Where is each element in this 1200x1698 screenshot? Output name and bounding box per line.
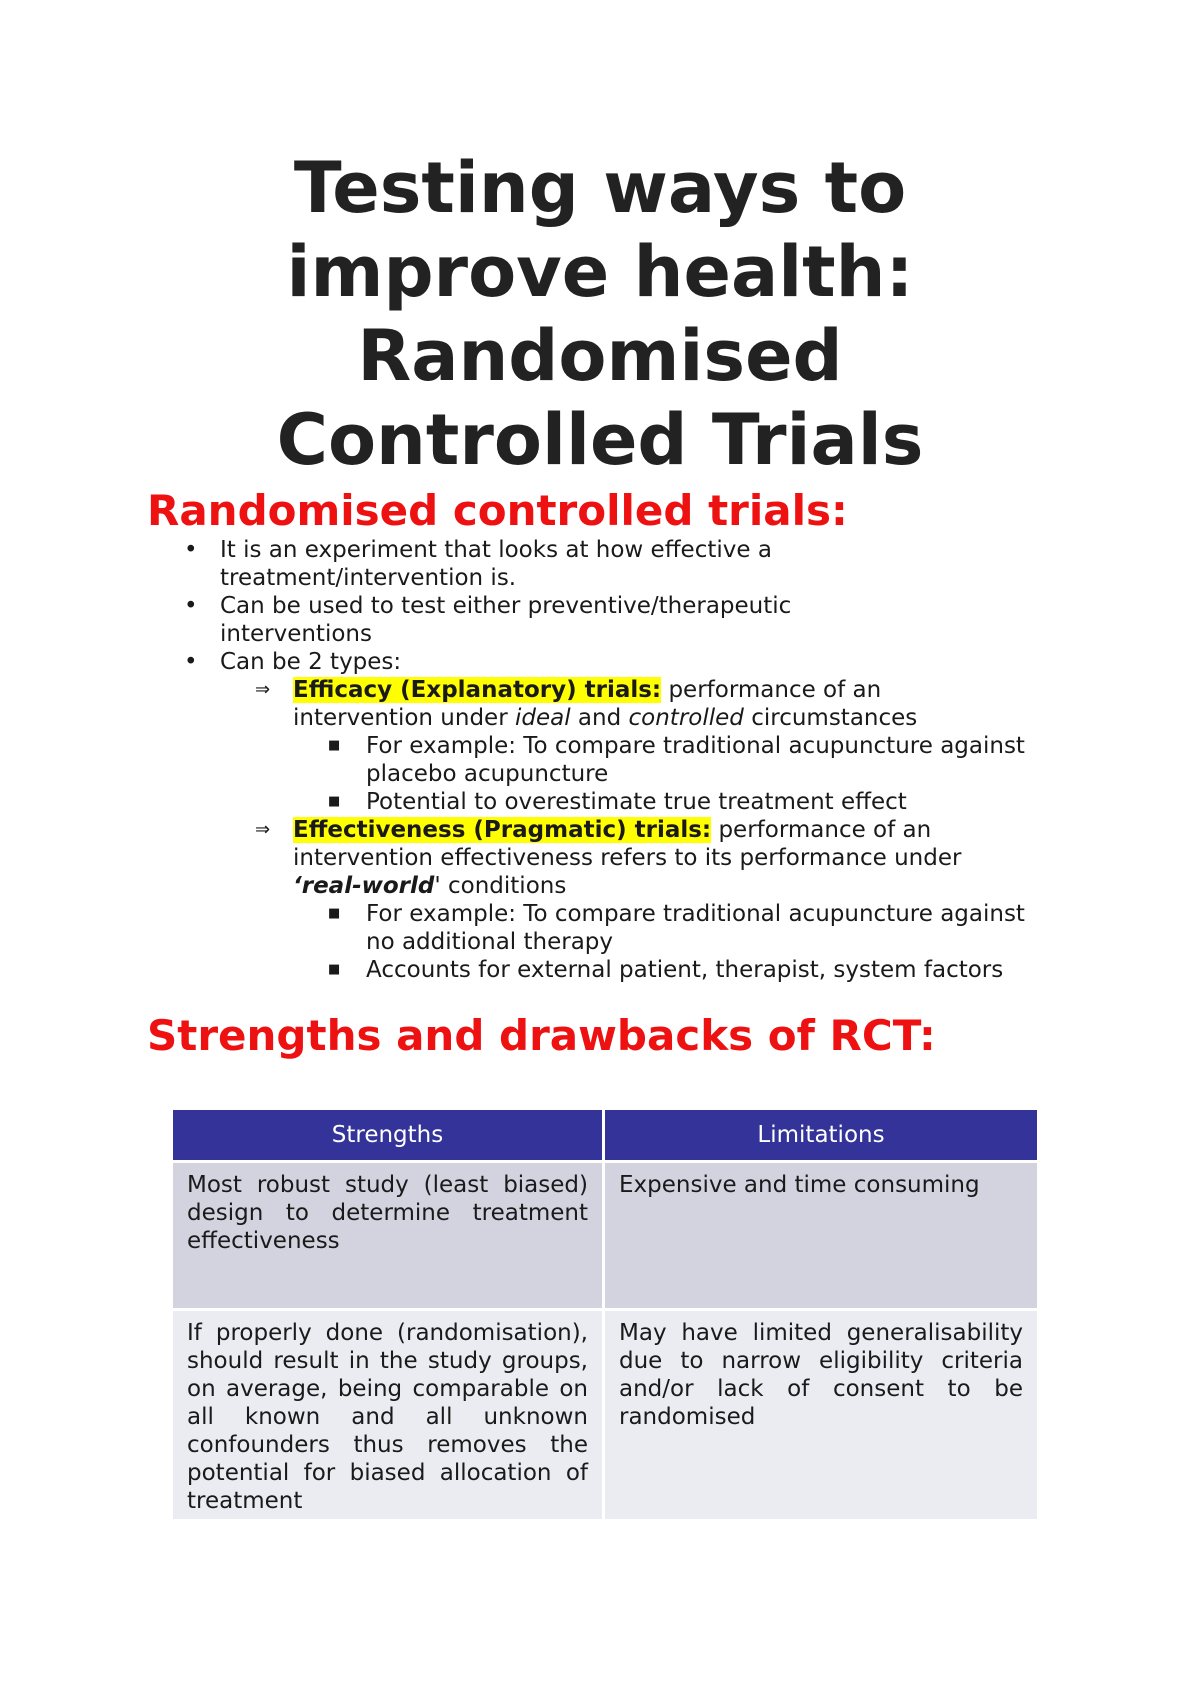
trial-type-text: ' conditions [434, 873, 567, 899]
section-heading-rct: Randomised controlled trials: [147, 486, 848, 535]
sub-point-text: Potential to overestimate true treatment effect [366, 789, 907, 815]
trial-type-text: and [570, 705, 629, 731]
table-cell [173, 1308, 605, 1519]
trial-type-label: Efficacy (Explanatory) trials: [293, 677, 662, 703]
list-item [0, 536, 820, 592]
emphasis-text: ideal [514, 705, 571, 731]
sub-points [293, 732, 1025, 816]
table-row [173, 1160, 1037, 1308]
trial-type-efficacy [0, 676, 1025, 816]
section-heading-strengths: Strengths and drawbacks of RCT: [147, 1011, 936, 1060]
bullet-icon: • [184, 537, 198, 563]
sub-point-text: For example: To compare traditional acupuncture against no additional therapy [366, 901, 1025, 955]
sub-point [0, 732, 1046, 788]
emphasis-text: ‘real-world [293, 873, 435, 899]
sub-point [0, 900, 1046, 956]
page-title-line: improve health: [286, 231, 914, 313]
list-item [0, 592, 940, 648]
trial-type-text: performance of an intervention under [293, 677, 882, 731]
emphasis-text: controlled [628, 705, 744, 731]
bullet-icon: • [184, 649, 198, 675]
cell-text: Most robust study (least biased) design to determine treatment effectiveness [187, 1172, 588, 1254]
strengths-limitations-table [173, 1110, 1037, 1519]
list-item-text: It is an experiment that looks at how effective a treatment/intervention is. [220, 537, 772, 591]
list-item-text: Can be 2 types: [220, 649, 402, 675]
sub-points [293, 900, 1025, 984]
sub-point-text: Accounts for external patient, therapist, system factors [366, 957, 1004, 983]
trial-type-text: circumstances [743, 705, 918, 731]
trial-type-text: performance of an intervention effectiveness refers to its performance under [293, 817, 962, 871]
column-header-limitations: Limitations [605, 1110, 1037, 1160]
cell-text: May have limited generalisability due to narrow eligibility criteria and/or lack of consent to be randomised [619, 1320, 1023, 1430]
trial-type-effectiveness [0, 816, 1025, 984]
square-bullet-icon: ■ [328, 794, 341, 809]
table-cell [605, 1160, 1037, 1308]
trial-types-list [220, 676, 1025, 984]
sub-point [0, 788, 1046, 816]
list-item-text: Can be used to test either preventive/therapeutic interventions [220, 593, 792, 647]
bullet-icon: • [184, 593, 198, 619]
cell-text: If properly done (randomisation), should result in the study groups, on average, being comparable on all known and all unknown confounders thus removes the potential for biased allocation of treatment [187, 1320, 588, 1514]
square-bullet-icon: ■ [328, 906, 341, 921]
table-row [173, 1308, 1037, 1519]
bullet-list [0, 536, 1200, 984]
page-title-line: Controlled Trials [276, 399, 924, 481]
square-bullet-icon: ■ [328, 738, 341, 753]
page-title-line: Randomised [357, 315, 843, 397]
column-header-strengths: Strengths [173, 1110, 605, 1160]
page-title-line: Testing ways to [293, 147, 907, 229]
table-header-row [173, 1110, 1037, 1160]
cell-text: Expensive and time consuming [619, 1172, 980, 1198]
sub-point-text: For example: To compare traditional acupuncture against placebo acupuncture [366, 733, 1025, 787]
trial-type-label: Effectiveness (Pragmatic) trials: [293, 817, 712, 843]
sub-point [0, 956, 1086, 984]
list-item [0, 648, 1025, 984]
arrow-right-icon: ⇒ [255, 679, 271, 700]
arrow-right-icon: ⇒ [255, 819, 271, 840]
table-cell [173, 1160, 605, 1308]
page-title [150, 146, 1050, 482]
square-bullet-icon: ■ [328, 962, 341, 977]
rct-content [0, 536, 1200, 984]
table-cell [605, 1308, 1037, 1519]
